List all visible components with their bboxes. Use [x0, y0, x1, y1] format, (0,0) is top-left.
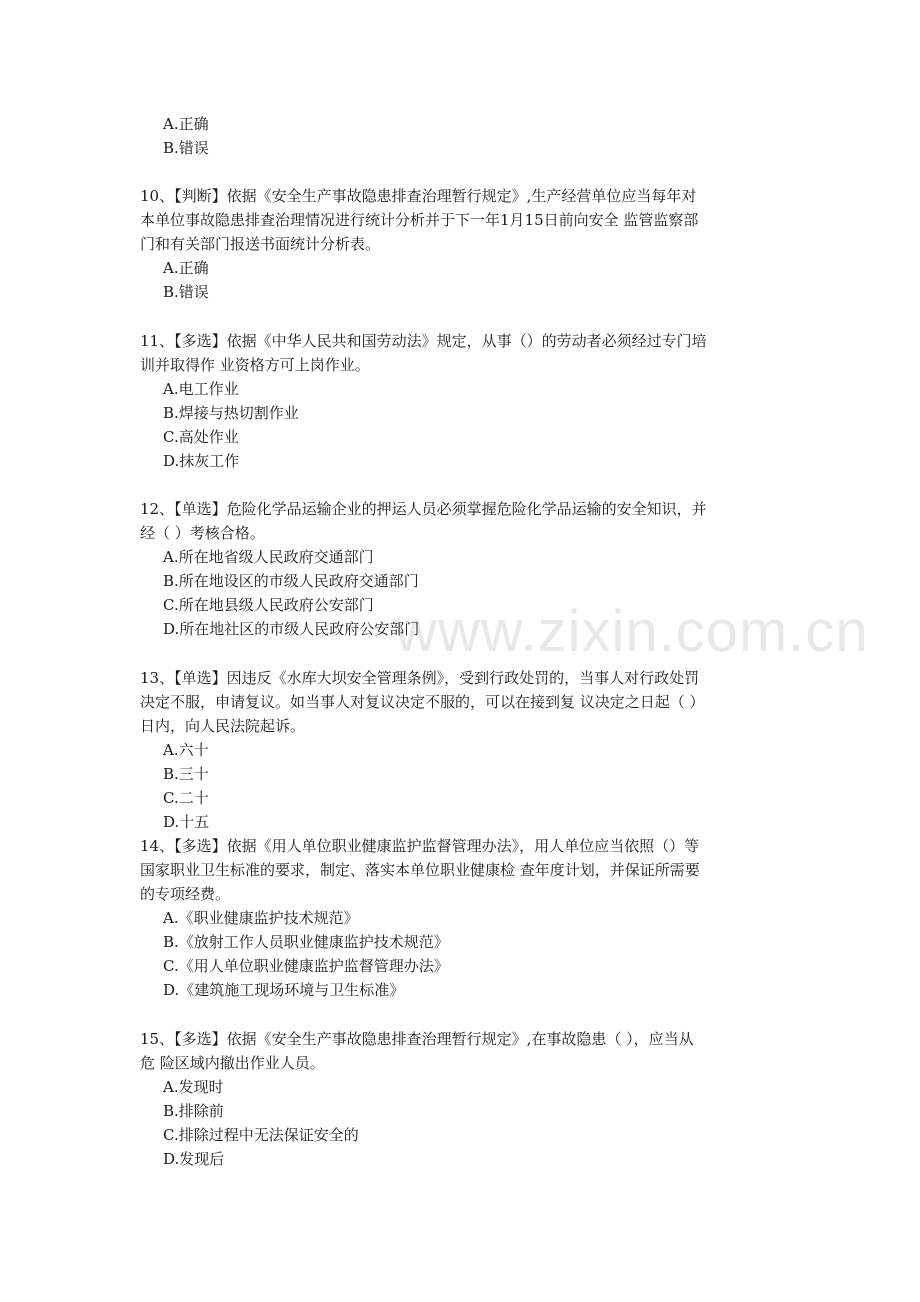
question-10-line-1: 10、【判断】依据《安全生产事故隐患排查治理暂行规定》,生产经营单位应当每年对: [140, 187, 697, 205]
question-13-line-2: 决定不服，申请复议。如当事人对复议决定不服的，可以在接到复 议决定之日起（ ）: [140, 693, 705, 711]
option-q14-a: A.《职业健康监护技术规范》: [163, 909, 359, 927]
option-q11-c: C.高处作业: [163, 428, 239, 446]
option-q13-c: C.二十: [163, 789, 209, 807]
option-q12-d: D.所在地社区的市级人民政府公安部门: [163, 620, 420, 638]
question-14-line-3: 的专项经费。: [140, 885, 231, 903]
option-q9-a: A.正确: [163, 115, 209, 133]
option-q15-d: D.发现后: [163, 1150, 225, 1168]
option-q12-a: A.所在地省级人民政府交通部门: [163, 548, 374, 566]
option-q11-a: A.电工作业: [163, 380, 239, 398]
question-15-line-1: 15、【多选】依据《安全生产事故隐患排查治理暂行规定》,在事故隐患（ ），应当从: [140, 1030, 694, 1048]
option-q10-a: A.正确: [163, 259, 209, 277]
option-q13-a: A.六十: [163, 741, 209, 759]
question-10-line-3: 门和有关部门报送书面统计分析表。: [140, 235, 381, 253]
option-q11-d: D.抹灰工作: [163, 452, 240, 470]
option-q12-c: C.所在地县级人民政府公安部门: [163, 596, 374, 614]
question-14-line-2: 国家职业卫生标准的要求，制定、落实本单位职业健康检 查年度计划，并保证所需要: [140, 861, 700, 879]
question-13-line-3: 日内，向人民法院起诉。: [140, 717, 306, 735]
question-10-line-2: 本单位事故隐患排查治理情况进行统计分析并于下一年1月15日前向安全 监管监察部: [140, 211, 699, 229]
question-12-line-2: 经（ ）考核合格。: [140, 524, 265, 542]
question-13-line-1: 13、【单选】因违反《水库大坝安全管理条例》，受到行政处罚的，当事人对行政处罚: [140, 669, 700, 687]
option-q15-a: A.发现时: [163, 1078, 224, 1096]
question-15-line-2: 危 险区域内撤出作业人员。: [140, 1054, 325, 1072]
option-q14-b: B.《放射工作人员职业健康监护技术规范》: [163, 933, 449, 951]
option-q9-b: B.错误: [163, 139, 209, 157]
question-11-line-1: 11、【多选】依据《中华人民共和国劳动法》规定，从事（）的劳动者必须经过专门培: [140, 332, 707, 350]
option-q12-b: B.所在地设区的市级人民政府交通部门: [163, 572, 419, 590]
watermark: www.zixin.com.cn: [395, 599, 869, 664]
option-q14-c: C.《用人单位职业健康监护监督管理办法》: [163, 957, 449, 975]
option-q13-d: D.十五: [163, 813, 210, 831]
option-q11-b: B.焊接与热切割作业: [163, 404, 299, 422]
option-q15-c: C.排除过程中无法保证安全的: [163, 1126, 359, 1144]
option-q15-b: B.排除前: [163, 1102, 224, 1120]
option-q14-d: D.《建筑施工现场环境与卫生标准》: [163, 981, 405, 999]
question-12-line-1: 12、【单选】危险化学品运输企业的押运人员必须掌握危险化学品运输的安全知识，并: [140, 500, 707, 518]
option-q10-b: B.错误: [163, 283, 209, 301]
question-14-line-1: 14、【多选】依据《用人单位职业健康监护监督管理办法》，用人单位应当依照（）等: [140, 837, 700, 855]
option-q13-b: B.三十: [163, 765, 209, 783]
question-11-line-2: 训并取得作 业资格方可上岗作业。: [140, 356, 370, 374]
